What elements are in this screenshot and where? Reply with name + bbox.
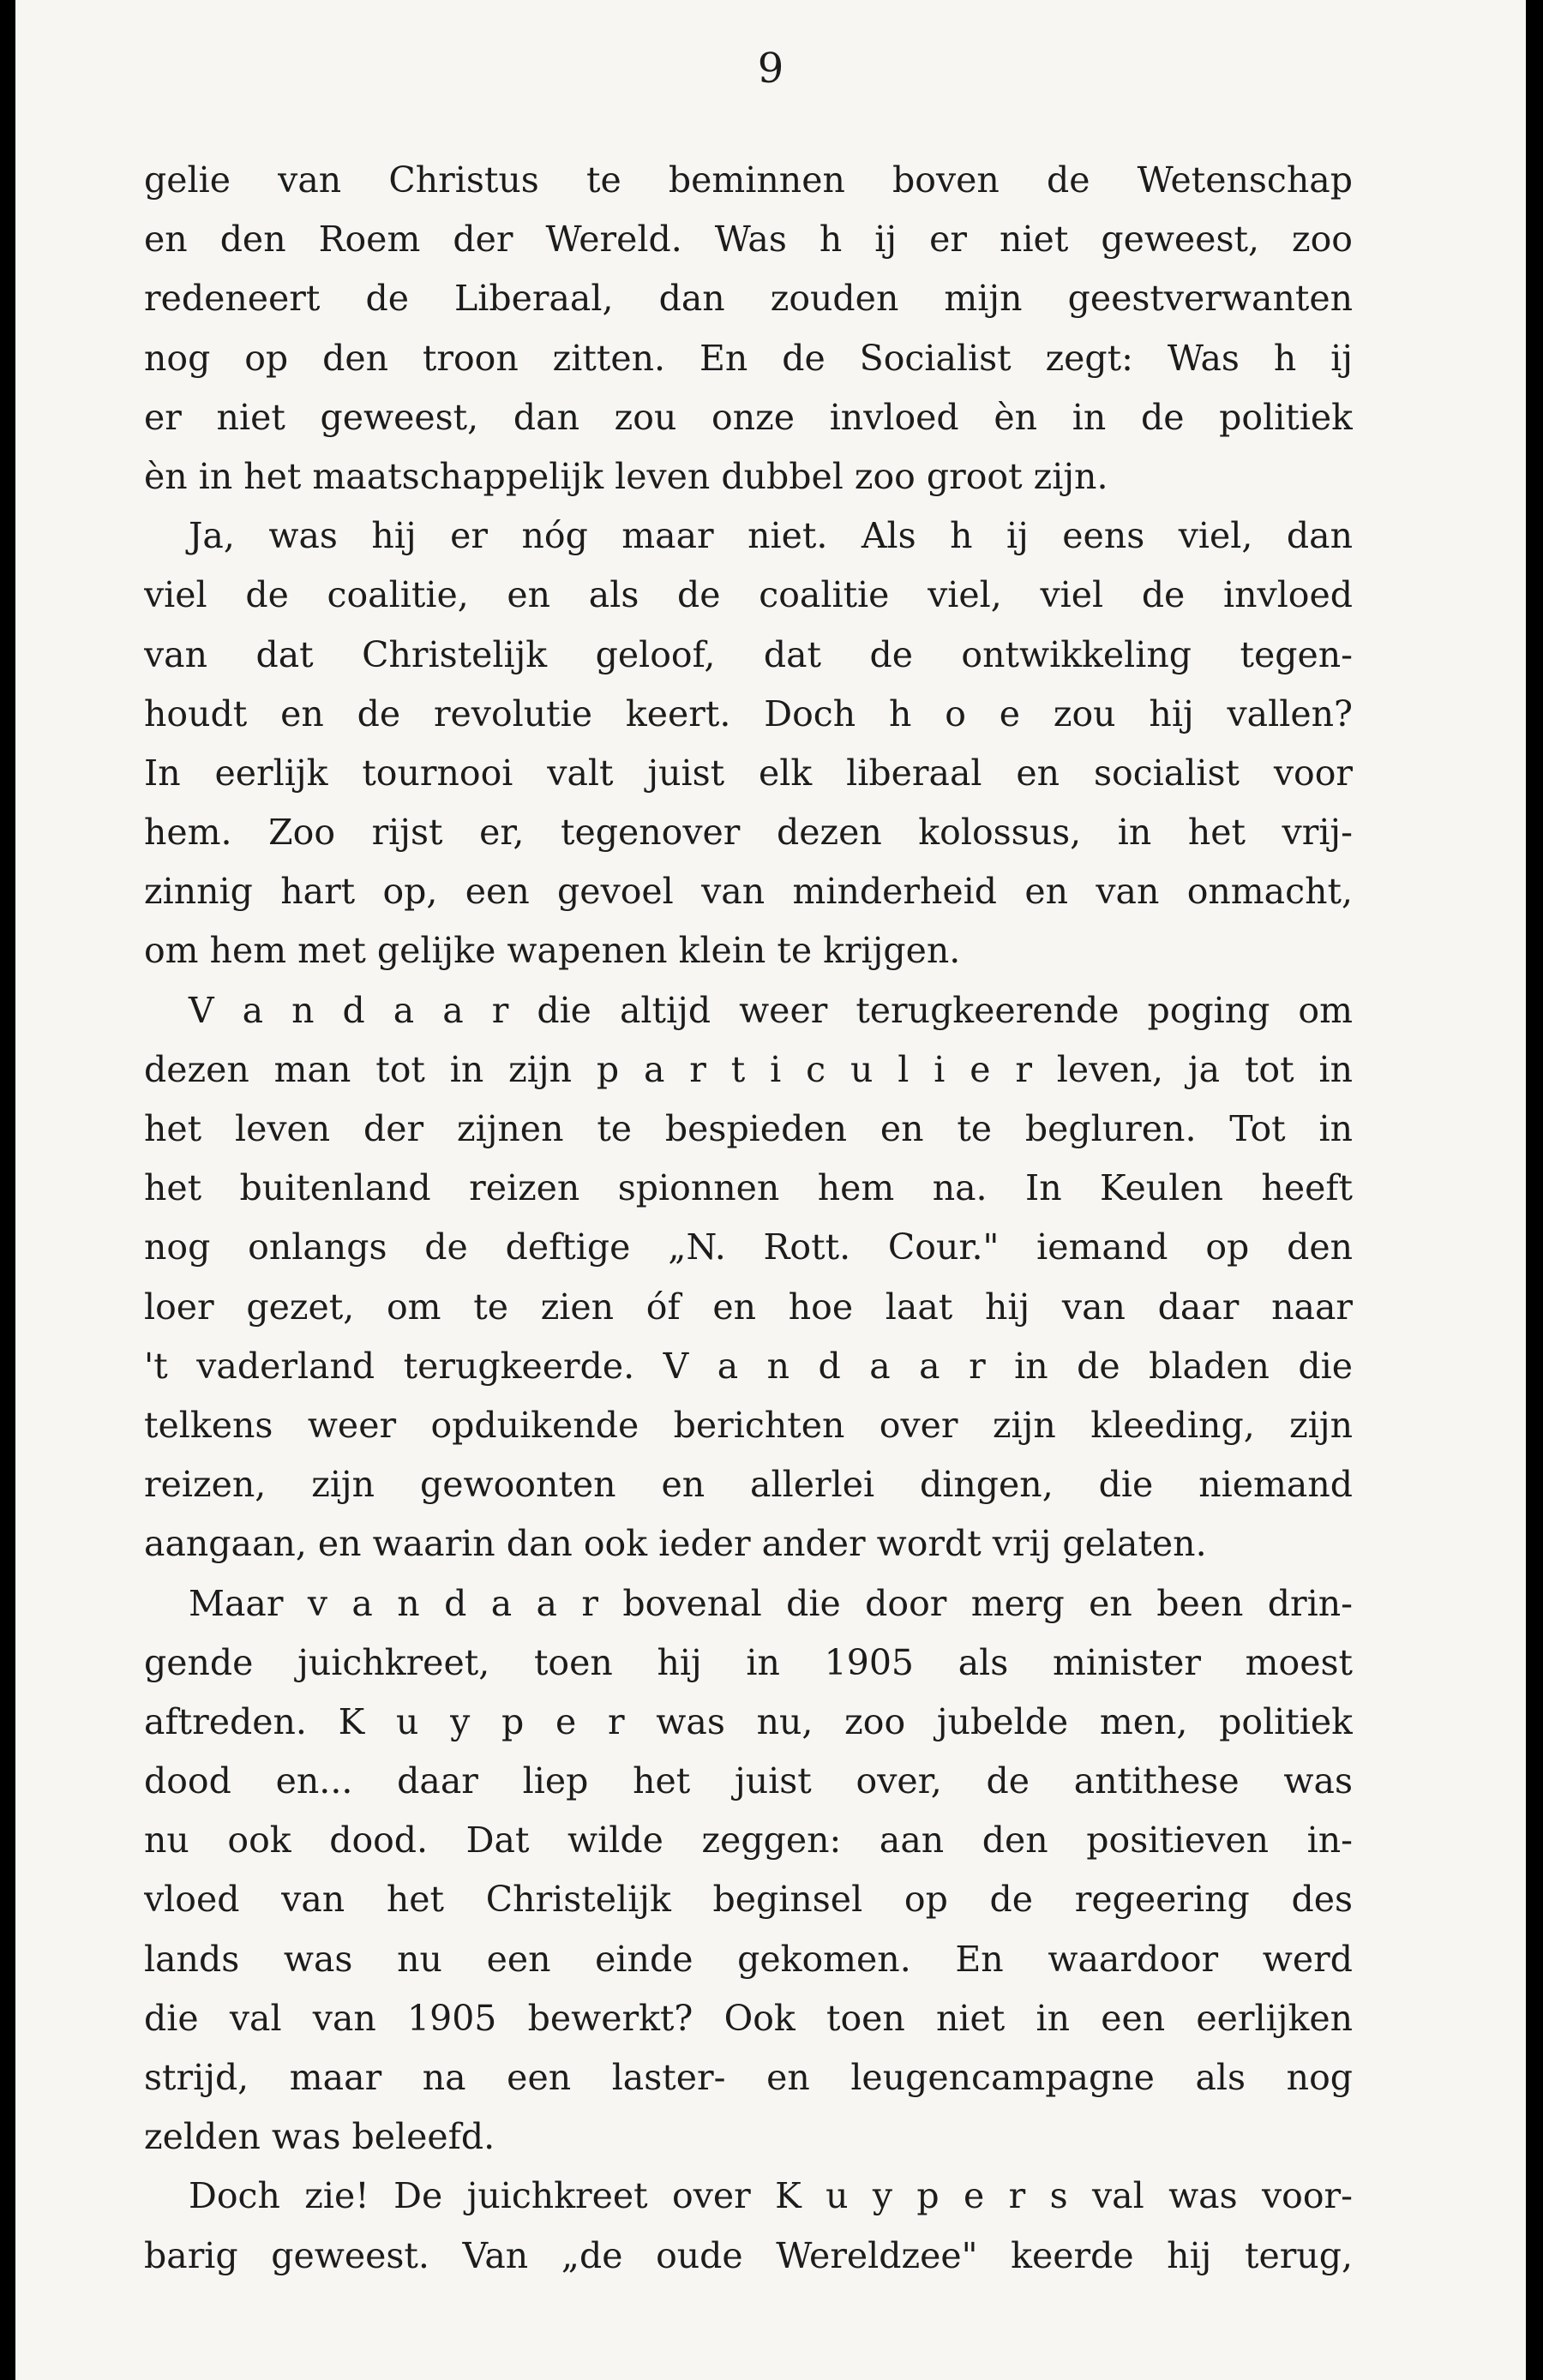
- text-line: nu ook dood. Dat wilde zeggen: aan den positieven in-: [144, 1819, 1353, 1861]
- text-line: het buitenland reizen spionnen hem na. In Keulen heeft: [144, 1167, 1353, 1209]
- text-line: er niet geweest, dan zou onze invloed èn in de politiek: [144, 396, 1353, 438]
- text-line: barig geweest. Van „de oude Wereldzee" keerde hij terug,: [144, 2234, 1353, 2276]
- text-line: lands was nu een einde gekomen. En waardoor werd: [144, 1938, 1353, 1980]
- text-line: zelden was beleefd.: [144, 2116, 495, 2158]
- text-line: Doch zie! De juichkreet over K u y p e r s val was voor-: [189, 2175, 1353, 2217]
- text-line: In eerlijk tournooi valt juist elk liberaal en socialist voor: [144, 752, 1353, 794]
- text-line: dezen man tot in zijn p a r t i c u l i e r leven, ja tot in: [144, 1048, 1353, 1090]
- text-line: houdt en de revolutie keert. Doch h o e zou hij vallen?: [144, 692, 1353, 734]
- text-line: die val van 1905 bewerkt? Ook toen niet in een eerlijken: [144, 1997, 1353, 2039]
- text-line: en den Roem der Wereld. Was h ij er niet geweest, zoo: [144, 219, 1353, 261]
- body-text: [144, 151, 1353, 2286]
- text-line: dood en... daar liep het juist over, de antithese was: [144, 1760, 1353, 1802]
- text-line: Maar v a n d a a r bovenal die door merg en been drin-: [189, 1582, 1353, 1624]
- text-line: telkens weer opduikende berichten over zijn kleeding, zijn: [144, 1404, 1353, 1446]
- book-page: [15, 0, 1526, 2380]
- text-line: èn in het maatschappelijk leven dubbel zoo groot zijn.: [144, 455, 1108, 497]
- text-line: viel de coalitie, en als de coalitie viel, viel de invloed: [144, 574, 1353, 616]
- text-line: van dat Christelijk geloof, dat de ontwikkeling tegen-: [144, 633, 1353, 675]
- text-line: hem. Zoo rijst er, tegenover dezen kolossus, in het vrij-: [144, 812, 1353, 854]
- page-number: 9: [757, 45, 784, 93]
- text-line: gende juichkreet, toen hij in 1905 als minister moest: [144, 1641, 1353, 1683]
- text-line: aftreden. K u y p e r was nu, zoo jubelde men, politiek: [144, 1700, 1353, 1742]
- text-line: zinnig hart op, een gevoel van minderheid en van onmacht,: [144, 871, 1353, 913]
- text-line: vloed van het Christelijk beginsel op de regeering des: [144, 1879, 1353, 1921]
- text-line: V a n d a a r die altijd weer terugkeerende poging om: [189, 989, 1353, 1031]
- text-line: het leven der zijnen te bespieden en te begluren. Tot in: [144, 1108, 1353, 1149]
- text-line: nog op den troon zitten. En de Socialist zegt: Was h ij: [144, 337, 1353, 379]
- text-line: reizen, zijn gewoonten en allerlei dingen, die niemand: [144, 1464, 1353, 1506]
- text-line: Ja, was hij er nóg maar niet. Als h ij eens viel, dan: [189, 515, 1353, 557]
- text-line: strijd, maar na een laster- en leugencampagne als nog: [144, 2057, 1353, 2098]
- text-line: nog onlangs de deftige „N. Rott. Cour." iemand op den: [144, 1226, 1353, 1268]
- text-line: gelie van Christus te beminnen boven de Wetenschap: [144, 159, 1353, 201]
- text-line: 't vaderland terugkeerde. V a n d a a r in de bladen die: [144, 1345, 1353, 1387]
- text-line: loer gezet, om te zien óf en hoe laat hij van daar naar: [144, 1286, 1353, 1328]
- text-line: redeneert de Liberaal, dan zouden mijn geestverwanten: [144, 278, 1353, 320]
- text-line: om hem met gelijke wapenen klein te krijgen.: [144, 930, 961, 972]
- text-line: aangaan, en waarin dan ook ieder ander wordt vrij gelaten.: [144, 1523, 1207, 1565]
